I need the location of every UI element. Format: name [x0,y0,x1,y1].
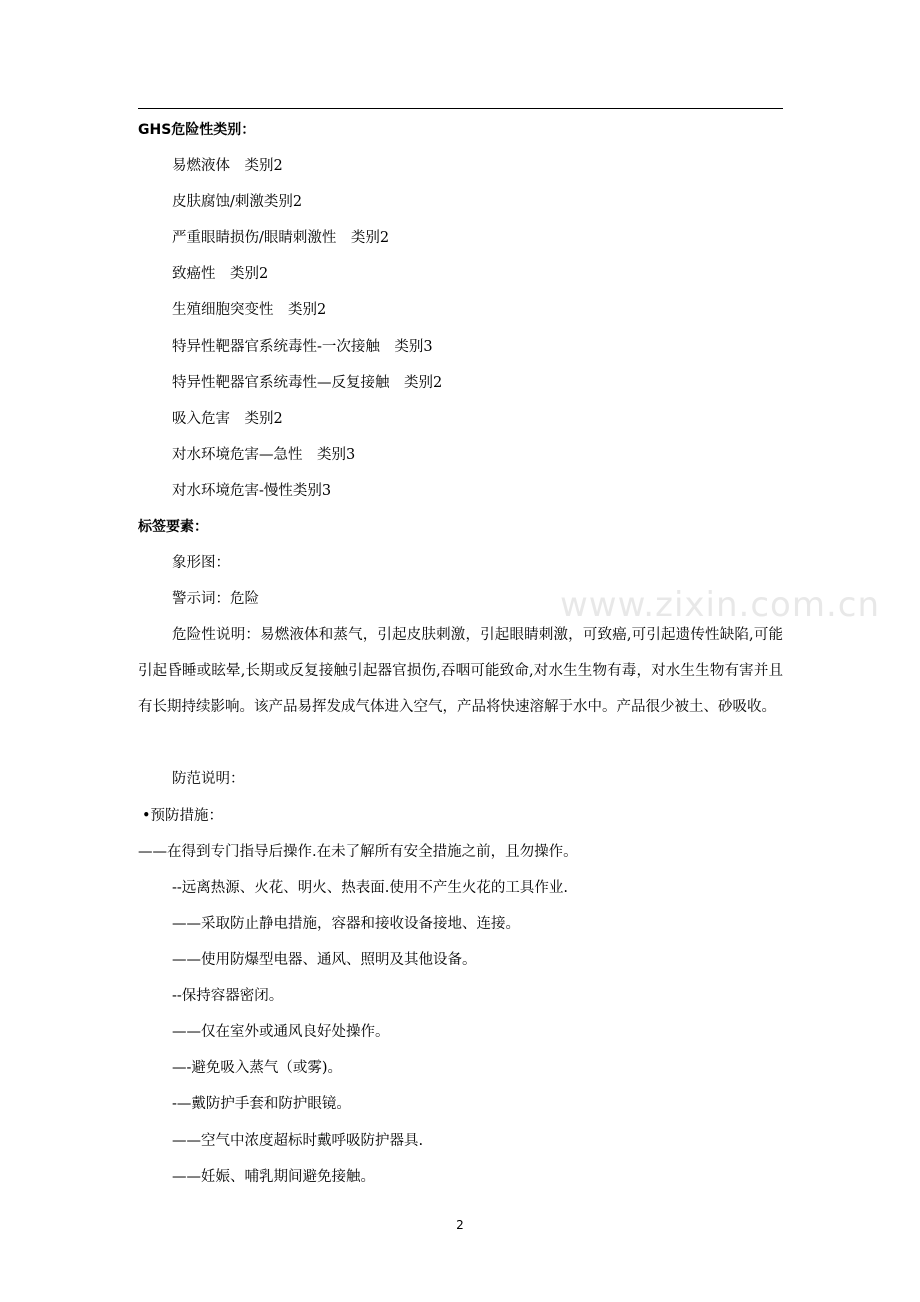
signal-word: 警示词：危险 [172,591,259,607]
watermark: www.zixin.com.cn [560,585,880,625]
ghs-item: 生殖细胞突变性 类别2 [172,302,327,318]
prevention-item: ——妊娠、哺乳期间避免接触。 [172,1169,375,1185]
prevention-item: ——在得到专门指导后操作.在未了解所有安全措施之前，且勿操作。 [138,844,578,860]
prevention-item: —-避免吸入蒸气（或雾)。 [172,1060,343,1076]
ghs-item: 对水环境危害-慢性类别3 [172,483,332,499]
ghs-item: 严重眼睛损伤/眼睛刺激性 类别2 [172,230,390,246]
ghs-item: 吸入危害 类别2 [172,411,283,427]
ghs-item: 对水环境危害—急性 类别3 [172,447,356,463]
prevention-item: --远离热源、火花、明火、热表面.使用不产生火花的工具作业. [172,880,569,896]
prevention-item: ——采取防止静电措施，容器和接收设备接地、连接。 [172,916,520,932]
pictogram-label: 象形图： [172,555,230,571]
ghs-heading: GHS危险性类别： [138,122,256,138]
ghs-item: 皮肤腐蚀/刺激类别2 [172,194,303,210]
header-rule [138,108,783,109]
prevention-item: ——使用防爆型电器、通风、照明及其他设备。 [172,952,477,968]
hazard-statement: 危险性说明：易燃液体和蒸气，引起皮肤刺激，引起眼睛刺激，可致癌,可引起遗传性缺陷,可能引起昏睡或眩晕,长期或反复接触引起器官损伤,吞咽可能致命,对水生生物有毒，对水生生物有害并且有长期持续影响。该产品易挥发成气体进入空气，产品将快速溶解于水中。产品很少被土、砂吸收。 [138,627,783,715]
label-elements-heading: 标签要素： [138,519,208,535]
ghs-item: 易燃液体 类别2 [172,158,283,174]
prevention-heading: •预防措施： [142,808,224,824]
precaution-heading: 防范说明： [172,771,245,787]
prevention-item: --保持容器密闭。 [172,988,284,1004]
prevention-item: ——仅在室外或通风良好处操作。 [172,1024,390,1040]
page-number: 2 [456,1218,464,1232]
ghs-item: 致癌性 类别2 [172,266,269,282]
ghs-item: 特异性靶器官系统毒性-一次接触 类别3 [172,339,433,355]
prevention-item: ——空气中浓度超标时戴呼吸防护器具. [172,1133,424,1149]
prevention-item: -—戴防护手套和防护眼镜。 [172,1096,351,1112]
ghs-item: 特异性靶器官系统毒性—反复接触 类别2 [172,375,443,391]
